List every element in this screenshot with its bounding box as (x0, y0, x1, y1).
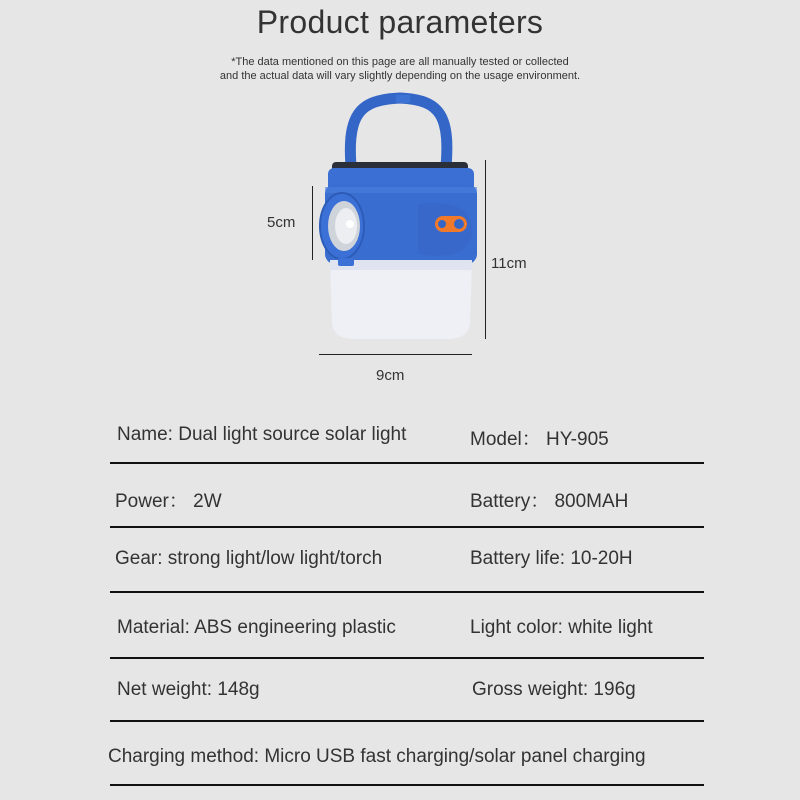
spec-power: Power： 2W (115, 491, 222, 512)
spec-name: Name: Dual light source solar light (117, 424, 407, 445)
height-dimension-line (485, 160, 486, 339)
divider (110, 526, 704, 528)
width-dimension-label: 9cm (376, 367, 405, 384)
torch-dimension-line (312, 186, 313, 260)
spec-material: Material: ABS engineering plastic (117, 617, 396, 638)
divider (110, 591, 704, 593)
spec-gear: Gear: strong light/low light/torch (115, 548, 383, 569)
spec-net-weight: Net weight: 148g (117, 679, 260, 700)
divider (110, 784, 704, 786)
torch-dimension-label: 5cm (267, 214, 296, 231)
spec-model: Model： HY-905 (470, 429, 609, 450)
height-dimension-label: 11cm (491, 255, 527, 272)
divider (110, 462, 704, 464)
spec-battery-life: Battery life: 10-20H (470, 548, 633, 569)
page-title: Product parameters (256, 4, 544, 40)
disclaimer-line-2: and the actual data will vary slightly depending on the usage environment. (219, 70, 581, 82)
divider (110, 720, 704, 722)
divider (110, 657, 704, 659)
spec-light-color: Light color: white light (470, 617, 653, 638)
disclaimer-line-1: *The data mentioned on this page are all manually tested or collected (231, 56, 569, 68)
spec-gross-weight: Gross weight: 196g (472, 679, 636, 700)
spec-battery: Battery： 800MAH (470, 491, 629, 512)
disclaimer-note (0, 55, 800, 83)
width-dimension-line (319, 354, 472, 355)
lantern-image (300, 92, 500, 342)
spec-charging-method: Charging method: Micro USB fast charging/solar panel charging (108, 746, 646, 767)
